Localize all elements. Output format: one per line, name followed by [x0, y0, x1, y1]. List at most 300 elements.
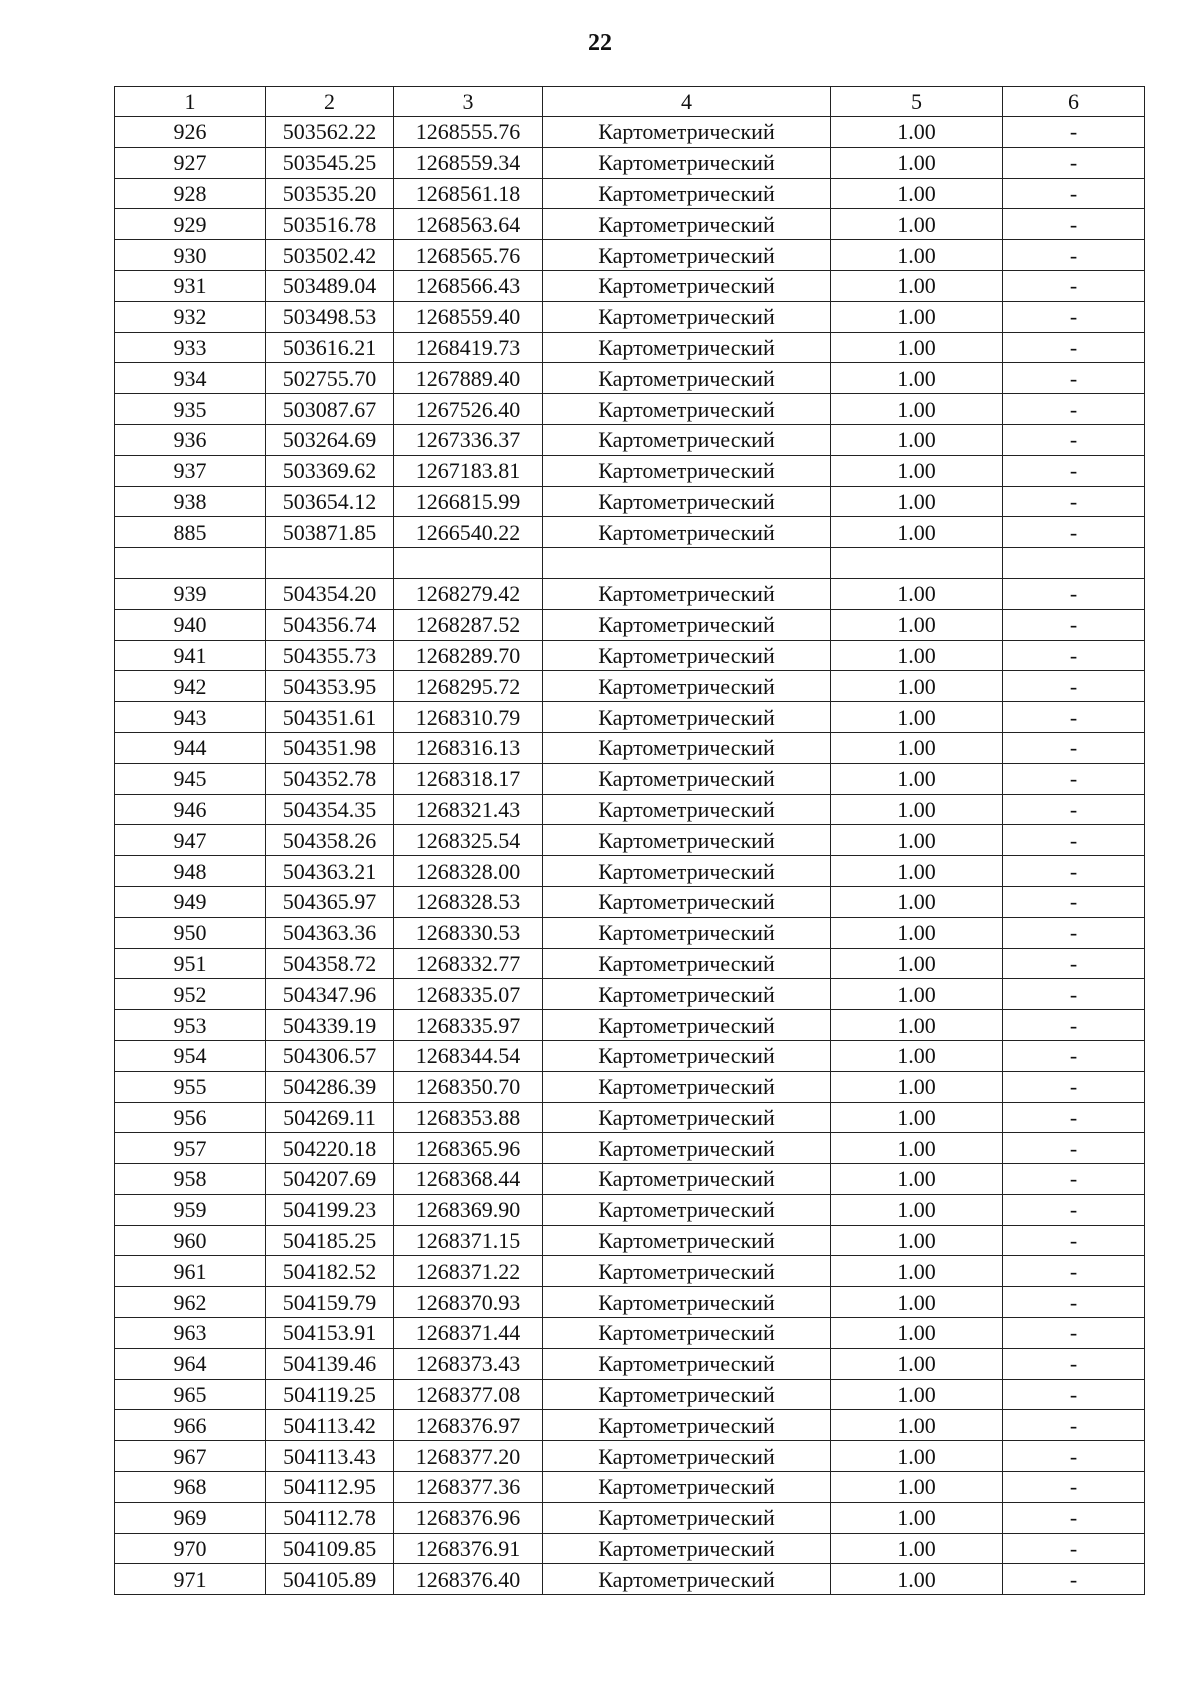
point-number-cell: 945 [115, 763, 266, 794]
accuracy-cell: 1.00 [831, 178, 1003, 209]
point-number-cell: 927 [115, 147, 266, 178]
note-cell: - [1003, 1225, 1145, 1256]
point-number-cell: 954 [115, 1040, 266, 1071]
note-cell: - [1003, 117, 1145, 148]
x-coordinate-cell: 504113.43 [266, 1441, 394, 1472]
note-cell: - [1003, 1410, 1145, 1441]
y-coordinate-cell: 1268376.40 [394, 1564, 543, 1595]
accuracy-cell: 1.00 [831, 209, 1003, 240]
y-coordinate-cell: 1268369.90 [394, 1194, 543, 1225]
y-coordinate-cell: 1268376.96 [394, 1502, 543, 1533]
point-number-cell: 952 [115, 979, 266, 1010]
x-coordinate-cell: 504365.97 [266, 886, 394, 917]
x-coordinate-cell: 504159.79 [266, 1287, 394, 1318]
point-number-cell: 969 [115, 1502, 266, 1533]
table-row [115, 825, 1145, 856]
table-row [115, 640, 1145, 671]
y-coordinate-cell: 1268335.97 [394, 1010, 543, 1041]
x-coordinate-cell: 503502.42 [266, 240, 394, 271]
y-coordinate-cell: 1268328.00 [394, 856, 543, 887]
method-cell: Картометрический [543, 1287, 831, 1318]
method-cell: Картометрический [543, 825, 831, 856]
note-cell: - [1003, 147, 1145, 178]
table-row [115, 1564, 1145, 1595]
y-coordinate-cell: 1268353.88 [394, 1102, 543, 1133]
method-cell: Картометрический [543, 1564, 831, 1595]
table-row [115, 732, 1145, 763]
table-row [115, 517, 1145, 548]
note-cell: - [1003, 517, 1145, 548]
accuracy-cell: 1.00 [831, 270, 1003, 301]
accuracy-cell: 1.00 [831, 1287, 1003, 1318]
method-cell: Картометрический [543, 763, 831, 794]
x-coordinate-cell: 504153.91 [266, 1318, 394, 1349]
point-number-cell: 948 [115, 856, 266, 887]
method-cell: Картометрический [543, 209, 831, 240]
x-coordinate-cell: 504354.35 [266, 794, 394, 825]
note-cell: - [1003, 732, 1145, 763]
method-cell: Картометрический [543, 1441, 831, 1472]
table-row [115, 1441, 1145, 1472]
x-coordinate-cell: 503489.04 [266, 270, 394, 301]
method-cell: Картометрический [543, 609, 831, 640]
point-number-cell: 964 [115, 1348, 266, 1379]
y-coordinate-cell: 1268350.70 [394, 1071, 543, 1102]
x-coordinate-cell: 504363.21 [266, 856, 394, 887]
point-number-cell: 963 [115, 1318, 266, 1349]
table-row [115, 394, 1145, 425]
point-number-cell: 926 [115, 117, 266, 148]
note-cell: - [1003, 979, 1145, 1010]
method-cell: Картометрический [543, 1071, 831, 1102]
y-coordinate-cell: 1268376.97 [394, 1410, 543, 1441]
method-cell: Картометрический [543, 1225, 831, 1256]
x-coordinate-cell: 504199.23 [266, 1194, 394, 1225]
note-cell: - [1003, 1287, 1145, 1318]
table-row [115, 578, 1145, 609]
x-coordinate-cell: 504185.25 [266, 1225, 394, 1256]
table-row [115, 671, 1145, 702]
point-number-cell: 966 [115, 1410, 266, 1441]
x-coordinate-cell: 504347.96 [266, 979, 394, 1010]
y-coordinate-cell: 1267526.40 [394, 394, 543, 425]
x-coordinate-cell: 503616.21 [266, 332, 394, 363]
accuracy-cell: 1.00 [831, 1040, 1003, 1071]
note-cell: - [1003, 1040, 1145, 1071]
x-coordinate-cell: 503264.69 [266, 424, 394, 455]
accuracy-cell: 1.00 [831, 1564, 1003, 1595]
x-coordinate-cell: 504139.46 [266, 1348, 394, 1379]
accuracy-cell: 1.00 [831, 1348, 1003, 1379]
x-coordinate-cell: 502755.70 [266, 363, 394, 394]
table-row [115, 1194, 1145, 1225]
point-number-cell: 936 [115, 424, 266, 455]
method-cell: Картометрический [543, 702, 831, 733]
method-cell: Картометрический [543, 455, 831, 486]
table-row [115, 1225, 1145, 1256]
table-row [115, 1502, 1145, 1533]
table-row [115, 1133, 1145, 1164]
x-coordinate-cell: 504352.78 [266, 763, 394, 794]
note-cell: - [1003, 1441, 1145, 1472]
accuracy-cell: 1.00 [831, 1502, 1003, 1533]
accuracy-cell: 1.00 [831, 486, 1003, 517]
point-number-cell: 942 [115, 671, 266, 702]
table-row [115, 1287, 1145, 1318]
y-coordinate-cell: 1268377.20 [394, 1441, 543, 1472]
column-header-1: 1 [115, 87, 266, 117]
note-cell: - [1003, 763, 1145, 794]
note-cell: - [1003, 640, 1145, 671]
accuracy-cell: 1.00 [831, 1256, 1003, 1287]
x-coordinate-cell: 503654.12 [266, 486, 394, 517]
accuracy-cell: 1.00 [831, 301, 1003, 332]
accuracy-cell: 1.00 [831, 117, 1003, 148]
table-row [115, 240, 1145, 271]
method-cell: Картометрический [543, 1379, 831, 1410]
y-coordinate-cell: 1268370.93 [394, 1287, 543, 1318]
table-row [115, 455, 1145, 486]
note-cell: - [1003, 363, 1145, 394]
x-coordinate-cell: 504306.57 [266, 1040, 394, 1071]
note-cell: - [1003, 578, 1145, 609]
note-cell: - [1003, 1102, 1145, 1133]
method-cell: Картометрический [543, 517, 831, 548]
note-cell: - [1003, 702, 1145, 733]
y-coordinate-cell: 1268289.70 [394, 640, 543, 671]
accuracy-cell: 1.00 [831, 763, 1003, 794]
point-number-cell: 929 [115, 209, 266, 240]
accuracy-cell: 1.00 [831, 886, 1003, 917]
method-cell: Картометрический [543, 178, 831, 209]
method-cell: Картометрический [543, 363, 831, 394]
note-cell [1003, 548, 1145, 579]
x-coordinate-cell: 504354.20 [266, 578, 394, 609]
point-number-cell: 971 [115, 1564, 266, 1595]
method-cell: Картометрический [543, 147, 831, 178]
method-cell: Картометрический [543, 671, 831, 702]
table-row [115, 486, 1145, 517]
point-number-cell: 937 [115, 455, 266, 486]
table-row [115, 270, 1145, 301]
point-number-cell: 970 [115, 1533, 266, 1564]
table-row [115, 1164, 1145, 1195]
table-row [115, 1040, 1145, 1071]
accuracy-cell: 1.00 [831, 1225, 1003, 1256]
x-coordinate-cell: 504363.36 [266, 917, 394, 948]
table-row [115, 1010, 1145, 1041]
x-coordinate-cell: 504356.74 [266, 609, 394, 640]
point-number-cell: 935 [115, 394, 266, 425]
table-row [115, 1410, 1145, 1441]
x-coordinate-cell: 504105.89 [266, 1564, 394, 1595]
point-number-cell: 950 [115, 917, 266, 948]
accuracy-cell: 1.00 [831, 578, 1003, 609]
x-coordinate-cell: 504355.73 [266, 640, 394, 671]
accuracy-cell: 1.00 [831, 1533, 1003, 1564]
point-number-cell: 934 [115, 363, 266, 394]
y-coordinate-cell: 1268318.17 [394, 763, 543, 794]
table-row [115, 1472, 1145, 1503]
table-row [115, 301, 1145, 332]
table-header [115, 87, 1145, 117]
x-coordinate-cell: 504113.42 [266, 1410, 394, 1441]
y-coordinate-cell: 1268371.22 [394, 1256, 543, 1287]
accuracy-cell: 1.00 [831, 332, 1003, 363]
y-coordinate-cell: 1268565.76 [394, 240, 543, 271]
note-cell: - [1003, 332, 1145, 363]
accuracy-cell: 1.00 [831, 1410, 1003, 1441]
column-header-6: 6 [1003, 87, 1145, 117]
method-cell: Картометрический [543, 856, 831, 887]
note-cell: - [1003, 1533, 1145, 1564]
table-row [115, 209, 1145, 240]
x-coordinate-cell: 504220.18 [266, 1133, 394, 1164]
y-coordinate-cell: 1268555.76 [394, 117, 543, 148]
note-cell: - [1003, 917, 1145, 948]
x-coordinate-cell: 504207.69 [266, 1164, 394, 1195]
x-coordinate-cell: 503369.62 [266, 455, 394, 486]
point-number-cell: 930 [115, 240, 266, 271]
method-cell: Картометрический [543, 1410, 831, 1441]
y-coordinate-cell: 1268559.34 [394, 147, 543, 178]
point-number-cell: 951 [115, 948, 266, 979]
column-header-4: 4 [543, 87, 831, 117]
accuracy-cell: 1.00 [831, 1318, 1003, 1349]
point-number-cell: 939 [115, 578, 266, 609]
note-cell: - [1003, 1502, 1145, 1533]
method-cell: Картометрический [543, 394, 831, 425]
note-cell: - [1003, 1348, 1145, 1379]
x-coordinate-cell: 503562.22 [266, 117, 394, 148]
note-cell: - [1003, 270, 1145, 301]
method-cell: Картометрический [543, 332, 831, 363]
accuracy-cell: 1.00 [831, 794, 1003, 825]
accuracy-cell: 1.00 [831, 856, 1003, 887]
note-cell: - [1003, 455, 1145, 486]
x-coordinate-cell: 504358.72 [266, 948, 394, 979]
note-cell: - [1003, 209, 1145, 240]
note-cell: - [1003, 1194, 1145, 1225]
method-cell: Картометрический [543, 1502, 831, 1533]
table-row [115, 1071, 1145, 1102]
table-row [115, 332, 1145, 363]
x-coordinate-cell: 503871.85 [266, 517, 394, 548]
note-cell: - [1003, 856, 1145, 887]
method-cell: Картометрический [543, 1472, 831, 1503]
accuracy-cell: 1.00 [831, 363, 1003, 394]
x-coordinate-cell: 504119.25 [266, 1379, 394, 1410]
x-coordinate-cell: 504182.52 [266, 1256, 394, 1287]
table-row [115, 794, 1145, 825]
accuracy-cell: 1.00 [831, 1102, 1003, 1133]
accuracy-cell: 1.00 [831, 979, 1003, 1010]
y-coordinate-cell: 1268287.52 [394, 609, 543, 640]
table-row [115, 147, 1145, 178]
method-cell: Картометрический [543, 270, 831, 301]
point-number-cell: 931 [115, 270, 266, 301]
method-cell: Картометрический [543, 1256, 831, 1287]
point-number-cell: 968 [115, 1472, 266, 1503]
y-coordinate-cell: 1268371.15 [394, 1225, 543, 1256]
y-coordinate-cell: 1268295.72 [394, 671, 543, 702]
table-row [115, 979, 1145, 1010]
point-number-cell: 958 [115, 1164, 266, 1195]
note-cell: - [1003, 825, 1145, 856]
note-cell: - [1003, 394, 1145, 425]
point-number-cell: 965 [115, 1379, 266, 1410]
y-coordinate-cell: 1268371.44 [394, 1318, 543, 1349]
method-cell: Картометрический [543, 1348, 831, 1379]
table-body [115, 117, 1145, 1595]
accuracy-cell: 1.00 [831, 825, 1003, 856]
y-coordinate-cell: 1268330.53 [394, 917, 543, 948]
table-row [115, 1379, 1145, 1410]
table-row [115, 763, 1145, 794]
y-coordinate-cell: 1268376.91 [394, 1533, 543, 1564]
point-number-cell: 962 [115, 1287, 266, 1318]
point-number-cell: 938 [115, 486, 266, 517]
point-number-cell: 933 [115, 332, 266, 363]
y-coordinate-cell [394, 548, 543, 579]
table-row [115, 117, 1145, 148]
accuracy-cell: 1.00 [831, 702, 1003, 733]
note-cell: - [1003, 948, 1145, 979]
accuracy-cell: 1.00 [831, 240, 1003, 271]
coordinates-table [114, 86, 1145, 1595]
table-row-separator [115, 548, 1145, 579]
column-header-3: 3 [394, 87, 543, 117]
y-coordinate-cell: 1268377.36 [394, 1472, 543, 1503]
accuracy-cell: 1.00 [831, 1194, 1003, 1225]
table-row [115, 1318, 1145, 1349]
x-coordinate-cell [266, 548, 394, 579]
point-number-cell [115, 548, 266, 579]
y-coordinate-cell: 1268310.79 [394, 702, 543, 733]
method-cell: Картометрический [543, 578, 831, 609]
point-number-cell: 949 [115, 886, 266, 917]
x-coordinate-cell: 504353.95 [266, 671, 394, 702]
accuracy-cell: 1.00 [831, 1379, 1003, 1410]
y-coordinate-cell: 1267889.40 [394, 363, 543, 394]
page-number: 22 [588, 30, 612, 56]
accuracy-cell: 1.00 [831, 517, 1003, 548]
column-header-2: 2 [266, 87, 394, 117]
note-cell: - [1003, 240, 1145, 271]
y-coordinate-cell: 1268365.96 [394, 1133, 543, 1164]
table-row [115, 609, 1145, 640]
method-cell: Картометрический [543, 486, 831, 517]
table-row [115, 363, 1145, 394]
y-coordinate-cell: 1268335.07 [394, 979, 543, 1010]
method-cell: Картометрический [543, 1133, 831, 1164]
x-coordinate-cell: 504286.39 [266, 1071, 394, 1102]
x-coordinate-cell: 504109.85 [266, 1533, 394, 1564]
accuracy-cell: 1.00 [831, 455, 1003, 486]
note-cell: - [1003, 671, 1145, 702]
method-cell: Картометрический [543, 240, 831, 271]
accuracy-cell: 1.00 [831, 609, 1003, 640]
table-row [115, 178, 1145, 209]
accuracy-cell: 1.00 [831, 948, 1003, 979]
x-coordinate-cell: 503516.78 [266, 209, 394, 240]
method-cell: Картометрический [543, 1164, 831, 1195]
note-cell: - [1003, 301, 1145, 332]
y-coordinate-cell: 1268561.18 [394, 178, 543, 209]
point-number-cell: 928 [115, 178, 266, 209]
y-coordinate-cell: 1266540.22 [394, 517, 543, 548]
note-cell: - [1003, 178, 1145, 209]
y-coordinate-cell: 1268328.53 [394, 886, 543, 917]
note-cell: - [1003, 1564, 1145, 1595]
method-cell: Картометрический [543, 1318, 831, 1349]
accuracy-cell: 1.00 [831, 1133, 1003, 1164]
note-cell: - [1003, 1071, 1145, 1102]
table-row [115, 424, 1145, 455]
method-cell: Картометрический [543, 732, 831, 763]
x-coordinate-cell: 504269.11 [266, 1102, 394, 1133]
accuracy-cell [831, 548, 1003, 579]
y-coordinate-cell: 1268316.13 [394, 732, 543, 763]
point-number-cell: 956 [115, 1102, 266, 1133]
method-cell: Картометрический [543, 1194, 831, 1225]
table-row [115, 702, 1145, 733]
accuracy-cell: 1.00 [831, 732, 1003, 763]
header-row [115, 87, 1145, 117]
point-number-cell: 967 [115, 1441, 266, 1472]
x-coordinate-cell: 503535.20 [266, 178, 394, 209]
method-cell: Картометрический [543, 301, 831, 332]
y-coordinate-cell: 1268368.44 [394, 1164, 543, 1195]
method-cell: Картометрический [543, 886, 831, 917]
point-number-cell: 960 [115, 1225, 266, 1256]
method-cell: Картометрический [543, 1533, 831, 1564]
accuracy-cell: 1.00 [831, 1010, 1003, 1041]
method-cell: Картометрический [543, 1102, 831, 1133]
x-coordinate-cell: 503087.67 [266, 394, 394, 425]
note-cell: - [1003, 1379, 1145, 1410]
method-cell: Картометрический [543, 917, 831, 948]
note-cell: - [1003, 886, 1145, 917]
accuracy-cell: 1.00 [831, 394, 1003, 425]
accuracy-cell: 1.00 [831, 424, 1003, 455]
y-coordinate-cell: 1268419.73 [394, 332, 543, 363]
accuracy-cell: 1.00 [831, 147, 1003, 178]
method-cell: Картометрический [543, 1010, 831, 1041]
note-cell: - [1003, 1318, 1145, 1349]
method-cell: Картометрический [543, 1040, 831, 1071]
method-cell: Картометрический [543, 640, 831, 671]
accuracy-cell: 1.00 [831, 1071, 1003, 1102]
method-cell [543, 548, 831, 579]
y-coordinate-cell: 1268344.54 [394, 1040, 543, 1071]
table-row [115, 948, 1145, 979]
x-coordinate-cell: 503498.53 [266, 301, 394, 332]
point-number-cell: 932 [115, 301, 266, 332]
note-cell: - [1003, 1133, 1145, 1164]
method-cell: Картометрический [543, 979, 831, 1010]
table-row [115, 886, 1145, 917]
accuracy-cell: 1.00 [831, 671, 1003, 702]
x-coordinate-cell: 504351.98 [266, 732, 394, 763]
table-row [115, 1256, 1145, 1287]
accuracy-cell: 1.00 [831, 1472, 1003, 1503]
note-cell: - [1003, 1164, 1145, 1195]
accuracy-cell: 1.00 [831, 1164, 1003, 1195]
x-coordinate-cell: 504358.26 [266, 825, 394, 856]
point-number-cell: 940 [115, 609, 266, 640]
method-cell: Картометрический [543, 794, 831, 825]
